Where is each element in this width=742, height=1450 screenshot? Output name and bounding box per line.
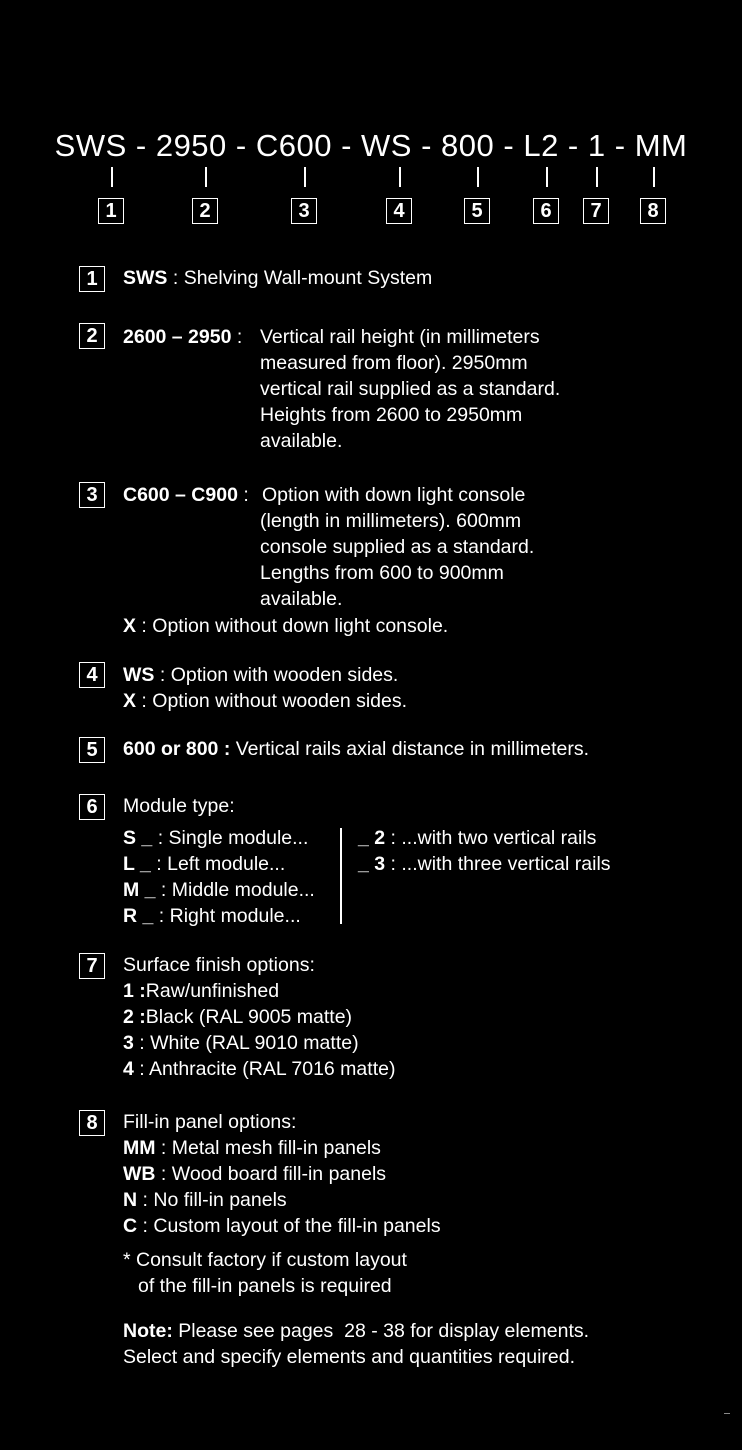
finish-option: 3 : White (RAL 9010 matte) [123, 1032, 359, 1054]
finish-option: 4 : Anthracite (RAL 7016 matte) [123, 1058, 396, 1080]
item-1-text: Shelving Wall-mount System [183, 267, 433, 289]
code-separator: - [558, 128, 588, 163]
module-option-key: M _ [123, 879, 156, 901]
code-tick [205, 167, 207, 187]
code-separator: - [494, 128, 524, 163]
product-code [0, 128, 742, 164]
code-seg-8: MM [634, 128, 688, 163]
item-3-text-5: available. [260, 588, 343, 610]
item-4-key: WS [123, 664, 155, 686]
finish-option-text: Anthracite (RAL 7016 matte) [149, 1058, 396, 1080]
footnote-line-2: of the fill-in panels is required [138, 1275, 392, 1297]
code-separator: - [226, 128, 256, 163]
code-marker-8: 8 [640, 198, 666, 224]
item-2-text-2: measured from floor). 2950mm [260, 352, 528, 374]
item-5-key: 600 or 800 : [123, 738, 231, 760]
code-tick [596, 167, 598, 187]
module-option-text: Right module... [169, 905, 301, 927]
footnote-line-1: * Consult factory if custom layout [123, 1249, 407, 1271]
panel-option: C : Custom layout of the fill-in panels [123, 1215, 441, 1237]
item-7-title: Surface finish options: [123, 954, 315, 976]
module-option: M _ : Middle module... [123, 879, 315, 901]
item-3-marker: 3 [79, 482, 105, 508]
item-5-line [123, 736, 589, 762]
item-2-sep: : [231, 326, 248, 348]
note-text-2: Select and specify elements and quantities required. [123, 1346, 576, 1368]
code-seg-4: WS [361, 128, 412, 163]
item-3-text-4: Lengths from 600 to 900mm [260, 562, 504, 584]
module-option-text: Single module... [168, 827, 309, 849]
code-marker-4: 4 [386, 198, 412, 224]
item-2-text-4: Heights from 2600 to 2950mm [260, 404, 523, 426]
finish-option [123, 978, 279, 1004]
finish-option-key: 3 [123, 1032, 134, 1054]
code-tick [399, 167, 401, 187]
code-seg-6: L2 [523, 128, 559, 163]
item-5-marker: 5 [79, 737, 105, 763]
code-seg-2: 2950 [155, 128, 227, 163]
module-divider [340, 828, 342, 924]
panel-option-text: Custom layout of the fill-in panels [153, 1215, 441, 1237]
code-separator: - [126, 128, 156, 163]
item-2-key: 2600 – 2950 [123, 326, 232, 348]
rail-option: _ 2 : ...with two vertical rails [358, 827, 597, 849]
finish-option-key: 4 [123, 1058, 134, 1080]
item-4-alt-key: X [123, 690, 137, 712]
item-1-line [123, 265, 432, 291]
code-tick [477, 167, 479, 187]
item-8-marker: 8 [79, 1110, 105, 1136]
panel-option-text: Metal mesh fill-in panels [171, 1137, 381, 1159]
item-2-text-5: available. [260, 430, 343, 452]
corner-mark [724, 1413, 730, 1414]
code-separator: - [411, 128, 442, 163]
finish-option-text: Raw/unfinished [145, 980, 280, 1002]
code-marker-7: 7 [583, 198, 609, 224]
finish-option [123, 1004, 352, 1030]
code-marker-6: 6 [533, 198, 559, 224]
item-7-marker: 7 [79, 953, 105, 979]
panel-option-text: Wood board fill-in panels [171, 1163, 387, 1185]
finish-option-text: White (RAL 9010 matte) [150, 1032, 359, 1054]
code-seg-5: 800 [441, 128, 495, 163]
panel-option-key: WB [123, 1163, 156, 1185]
item-2-text-1: Vertical rail height (in millimeters [260, 326, 540, 348]
finish-option-key: 1 : [123, 980, 146, 1002]
item-4-marker: 4 [79, 662, 105, 688]
panel-option-key: N [123, 1189, 138, 1211]
panel-option-key: MM [123, 1137, 156, 1159]
module-option-text: Middle module... [171, 879, 315, 901]
code-marker-2: 2 [192, 198, 218, 224]
code-seg-7: 1 [587, 128, 606, 163]
code-tick [304, 167, 306, 187]
item-3-sep: : [237, 484, 255, 506]
item-1-sep: : [167, 267, 184, 289]
item-2-text-3: vertical rail supplied as a standard. [260, 378, 561, 400]
item-3-alt-text: Option without down light console. [152, 615, 449, 637]
item-3-key: C600 – C900 [123, 484, 238, 506]
item-4-alt-text: Option without wooden sides. [152, 690, 408, 712]
item-3-text-3: console supplied as a standard. [260, 536, 535, 558]
code-seg-1: SWS [54, 128, 127, 163]
module-option: R _ : Right module... [123, 905, 301, 927]
panel-option: N : No fill-in panels [123, 1189, 287, 1211]
item-3-alt-key: X [123, 615, 137, 637]
note-text-1: Please see pages 28 - 38 for display elements. [178, 1320, 590, 1342]
item-3-alt: X : Option without down light console. [123, 615, 449, 637]
code-separator: - [605, 128, 635, 163]
module-option-text: Left module... [167, 853, 286, 875]
code-marker-5: 5 [464, 198, 490, 224]
module-option-key: S _ [123, 827, 153, 849]
item-4-line: WS : Option with wooden sides. [123, 664, 399, 686]
rail-option-text: ...with two vertical rails [401, 827, 597, 849]
module-option-key: L _ [123, 853, 151, 875]
item-3-key-line [123, 482, 254, 508]
module-option: L _ : Left module... [123, 853, 286, 875]
finish-option-text: Black (RAL 9005 matte) [145, 1006, 353, 1028]
item-1-marker: 1 [79, 266, 105, 292]
item-2-key-line [123, 324, 248, 350]
code-separator: - [331, 128, 362, 163]
item-6-title: Module type: [123, 795, 235, 817]
finish-option-key: 2 : [123, 1006, 146, 1028]
item-3-text-2: (length in millimeters). 600mm [260, 510, 522, 532]
module-option-key: R _ [123, 905, 154, 927]
module-option: S _ : Single module... [123, 827, 309, 849]
panel-option: MM : Metal mesh fill-in panels [123, 1137, 381, 1159]
note-label: Note: [123, 1320, 173, 1342]
item-6-marker: 6 [79, 794, 105, 820]
item-1-key: SWS [123, 267, 168, 289]
item-3-text-1: Option with down light console [262, 484, 526, 506]
code-tick [111, 167, 113, 187]
item-4-alt: X : Option without wooden sides. [123, 690, 408, 712]
item-8-title: Fill-in panel options: [123, 1111, 297, 1133]
note-line-1 [123, 1318, 589, 1344]
panel-option-text: No fill-in panels [153, 1189, 287, 1211]
item-5-text: Vertical rails axial distance in millimeters. [235, 738, 590, 760]
rail-option-key: _ 2 [358, 827, 386, 849]
code-marker-1: 1 [98, 198, 124, 224]
rail-option-key: _ 3 [358, 853, 386, 875]
code-tick [546, 167, 548, 187]
rail-option: _ 3 : ...with three vertical rails [358, 853, 611, 875]
item-4-text: Option with wooden sides. [170, 664, 399, 686]
panel-option: WB : Wood board fill-in panels [123, 1163, 387, 1185]
panel-option-key: C [123, 1215, 138, 1237]
code-tick [653, 167, 655, 187]
rail-option-text: ...with three vertical rails [401, 853, 611, 875]
item-2-marker: 2 [79, 323, 105, 349]
code-seg-3: C600 [255, 128, 332, 163]
code-marker-3: 3 [291, 198, 317, 224]
